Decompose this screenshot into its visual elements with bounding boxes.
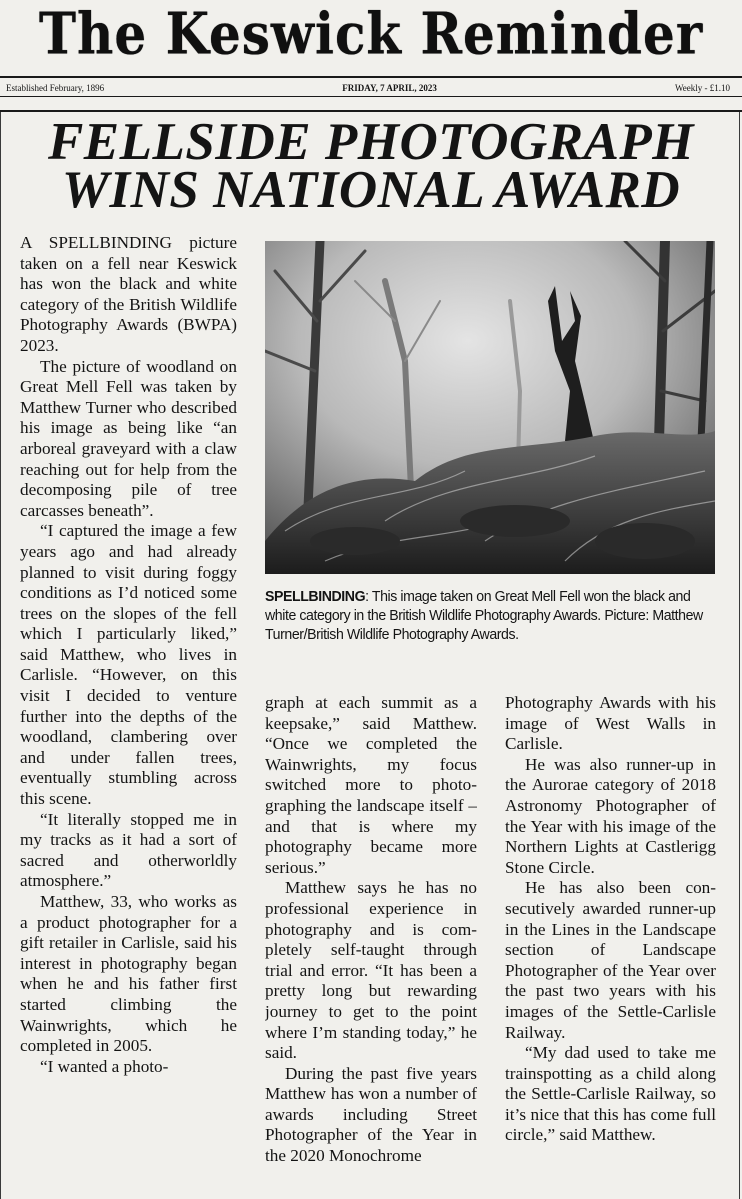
paragraph: He was also runner-up in the Aurorae category of 2018 Astronomy Photographer of the Year with his image of the Northern Lights at Castlerigg Stone Circle. bbox=[505, 754, 716, 877]
article-headline bbox=[14, 113, 728, 219]
paragraph: “It literally stopped me in my tracks as it had a sort of sacred and otherworldly atmosphere.” bbox=[20, 809, 237, 891]
paragraph: “I wanted a photo- bbox=[40, 1056, 169, 1076]
page-border-right bbox=[739, 112, 740, 1199]
article-photo bbox=[265, 241, 715, 574]
article-column-2 bbox=[265, 693, 477, 1193]
article-column-1 bbox=[20, 233, 237, 1193]
issue-date: FRIDAY, 7 APRIL, 2023 bbox=[342, 83, 437, 93]
established-text: Established February, 1896 bbox=[6, 83, 105, 93]
paragraph: “I captured the image a few years ago and had already planned to visit during foggy conditions as I’d noticed some trees on the slopes of the fell which I particularly liked,” said Matthew, who lives in Carlisle. “However, on this visit I decided to venture further into the depths of the woodland, clambering over and under fallen trees, eventually stumbling across this scene. bbox=[20, 521, 237, 809]
paragraph: The picture of woodland on Great Mell Fell was taken by Matthew Turner who described his image as being like “an arboreal graveyard with a claw reaching out for help from the decomposing pile of tree carcasses beneath”. bbox=[20, 356, 237, 520]
paragraph: During the past five years Matthew has won a number of awards including Street Photographer of the Year in the 2020 Monochrome bbox=[265, 1063, 477, 1166]
paragraph: He has also been consecutively awarded runner-up in the Lines in the Landscape section of Landscape Photographer of the Year over the past two years with his images of the Settle-Carlisle Railway. bbox=[505, 878, 716, 1042]
masthead-rule-top bbox=[0, 76, 742, 78]
headline-line-1: FELLSIDE PHOTOGRAPH bbox=[47, 113, 695, 171]
newspaper-title: The Keswick Reminder bbox=[38, 0, 704, 68]
paragraph: A SPELLBINDING picture taken on a fell near Keswick has won the black and white category of the British Wildlife Photography Awards (BWPA) 2023. bbox=[20, 233, 237, 355]
article-column-3 bbox=[505, 693, 716, 1193]
paragraph: Matthew, 33, who works as a product photographer for a gift retailer in Carlisle, said his interest in photography began when he and his father first started climbing the Wainwrights, which he completed in 2005. bbox=[20, 892, 237, 1056]
dateline-rule bbox=[0, 96, 742, 97]
paragraph: graph at each summit as a keepsake,” said Matthew. “Once we completed the Wainwrights, my focus switched more to photographing the landscape itself – and that is where my photography became more serious.” bbox=[265, 693, 477, 877]
headline-line-2: WINS NATIONAL AWARD bbox=[61, 161, 681, 219]
price-text: Weekly - £1.10 bbox=[674, 83, 730, 93]
masthead bbox=[0, 0, 742, 76]
caption-kicker: SPELLBINDING bbox=[265, 588, 366, 605]
foggy-woodland-photo bbox=[265, 241, 715, 574]
photo-caption bbox=[265, 587, 715, 644]
paragraph: “My dad used to take me trainspotting as a child along the Settle-Carlisle Railway, so it’s nice that this has come full circle,” said Matthew. bbox=[505, 1043, 716, 1145]
page-rule bbox=[0, 110, 742, 112]
dateline bbox=[6, 81, 730, 95]
paragraph: Photography Awards with his image of West Walls in Carlisle. bbox=[505, 693, 716, 754]
page-border-left bbox=[0, 112, 1, 1199]
paragraph: Matthew says he has no professional experience in photography and is completely self-taught through trial and error. “It has been a pretty long but rewarding journey to get to the point where I’m standing today,” he said. bbox=[265, 878, 477, 1063]
caption-text: : This image taken on Great Mell Fell won the black and white category in the British Wildlife Photography Awards. Picture: Matthew Turner/British Wildlife Photography Awards. bbox=[265, 588, 703, 643]
